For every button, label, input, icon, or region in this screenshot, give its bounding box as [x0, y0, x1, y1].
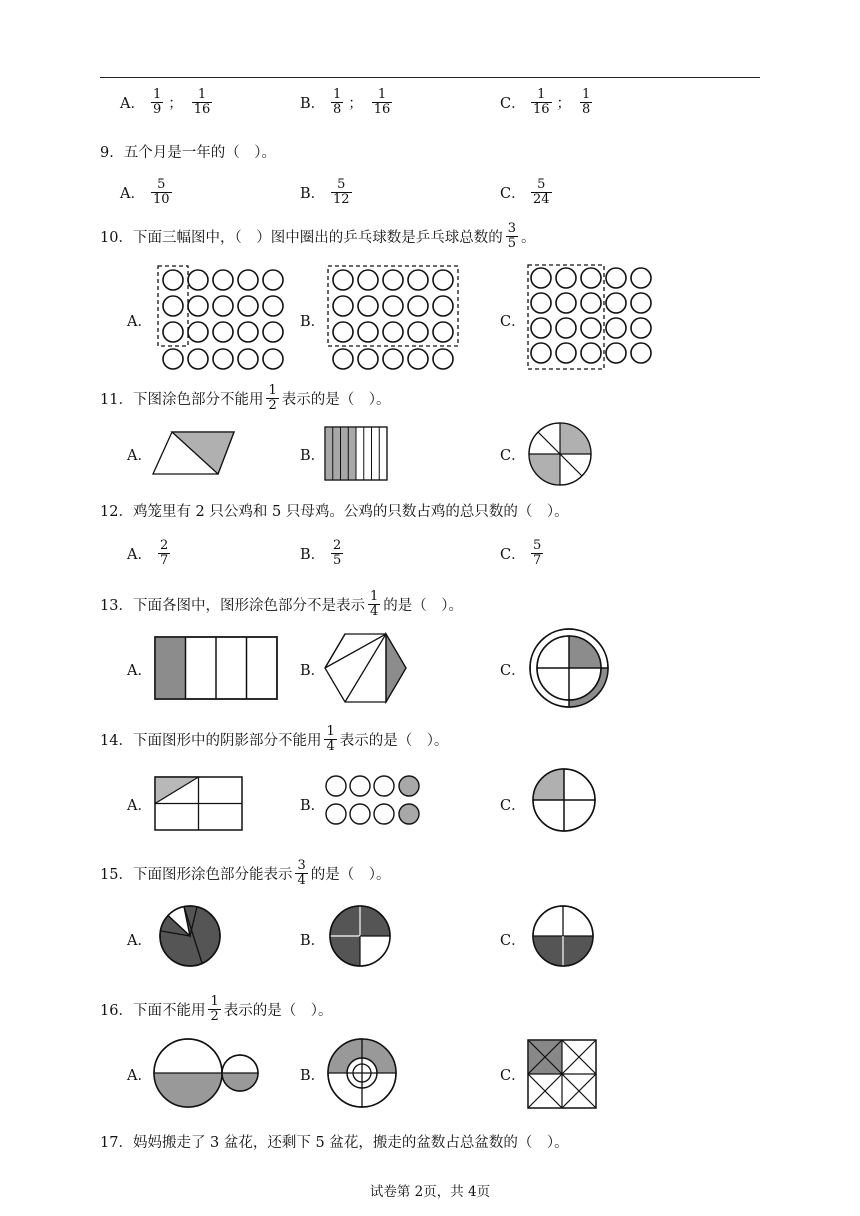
q16-option-c[interactable]: C． — [500, 1068, 526, 1084]
q10-option-c[interactable]: C． — [500, 314, 526, 330]
q13-figure-b-hexagon — [322, 631, 408, 705]
fraction: $\frac{1}{16}$ — [533, 87, 550, 117]
q14-figure-c-circle — [530, 766, 598, 834]
q14-option-b[interactable]: B． — [300, 798, 326, 814]
q8-option-b[interactable]: B． $\frac{1}{8}$ ； $\frac{1}{16}$ — [300, 87, 391, 117]
q10-figure-a — [150, 262, 290, 374]
q16-figure-a-circles — [152, 1036, 262, 1110]
q15-option-b[interactable]: B． — [300, 933, 326, 949]
q10-figure-b — [325, 262, 465, 374]
fraction: $\frac{1}{9}$ — [153, 87, 162, 117]
question-17: 17．妈妈搬走了 3 盆花，还剩下 5 盆花，搬走的盆数占总盆数的（ ）。 — [100, 1135, 569, 1151]
q9-option-c[interactable]: C． $\frac{5}{24}$ — [500, 177, 550, 207]
question-16: 16．下面不能用 $\frac{1}{2}$ 表示的是（ ）。 — [100, 994, 333, 1024]
q15-figure-b-circle — [327, 903, 393, 969]
q15-figure-a-circle — [157, 903, 223, 969]
q11-figure-a-parallelogram — [150, 428, 240, 478]
q16-figure-c-square — [526, 1038, 598, 1110]
q15-option-a[interactable]: A． — [127, 933, 152, 949]
q14-option-c[interactable]: C． — [500, 798, 526, 814]
q10-figure-c — [525, 262, 655, 374]
fraction: $\frac{1}{8}$ — [582, 87, 591, 117]
question-13: 13．下面各图中，图形涂色部分不是表示 $\frac{1}{4}$ 的是（ ）。 — [100, 589, 463, 619]
question-14: 14．下面图形中的阴影部分不能用 $\frac{1}{4}$ 表示的是（ ）。 — [100, 724, 449, 754]
q14-figure-b-circles — [323, 771, 427, 831]
q15-figure-c-circle — [530, 903, 596, 969]
question-10: 10．下面三幅图中，（ ）图中圈出的乒乓球数是乒乓球总数的 $\frac{3}{5}$ 。 — [100, 221, 536, 251]
q13-figure-a-rectangle — [153, 635, 279, 701]
question-9: 9．五个月是一年的（ ）。 — [100, 145, 276, 161]
question-12: 12．鸡笼里有 2 只公鸡和 5 只母鸡。公鸡的只数占鸡的总只数的（ ）。 — [100, 504, 569, 520]
q13-option-a[interactable]: A． — [127, 663, 152, 679]
q10-option-a[interactable]: A． — [127, 314, 152, 330]
q16-figure-b-ring — [325, 1036, 399, 1110]
q11-option-a[interactable]: A． — [127, 448, 152, 464]
q9-option-a[interactable]: A． $\frac{5}{10}$ — [120, 177, 170, 207]
q11-figure-b-strips — [323, 425, 389, 483]
q10-option-b[interactable]: B． — [300, 314, 326, 330]
q16-option-a[interactable]: A． — [127, 1068, 152, 1084]
q11-option-b[interactable]: B． — [300, 448, 326, 464]
q11-figure-c-circle — [525, 420, 595, 488]
q14-figure-a-rectangle — [153, 775, 245, 833]
q8-option-c[interactable]: C． $\frac{1}{16}$ ； $\frac{1}{8}$ — [500, 87, 591, 117]
page-footer: 试卷第 2页，共 4页 — [369, 1184, 491, 1200]
q13-option-b[interactable]: B． — [300, 663, 326, 679]
header-rule — [100, 77, 760, 78]
q16-option-b[interactable]: B． — [300, 1068, 326, 1084]
q9-option-b[interactable]: B． $\frac{5}{12}$ — [300, 177, 350, 207]
question-11: 11．下图涂色部分不能用 $\frac{1}{2}$ 表示的是（ ）。 — [100, 383, 391, 413]
fraction: $\frac{1}{8}$ — [333, 87, 342, 117]
q13-option-c[interactable]: C． — [500, 663, 526, 679]
fraction: $\frac{1}{16}$ — [193, 87, 211, 117]
q14-option-a[interactable]: A． — [127, 798, 152, 814]
q12-option-c[interactable]: C． $\frac{5}{7}$ — [500, 538, 542, 568]
fraction: $\frac{1}{16}$ — [373, 87, 391, 117]
q12-option-a[interactable]: A． $\frac{2}{7}$ — [127, 538, 169, 568]
q12-option-b[interactable]: B． $\frac{2}{5}$ — [300, 538, 342, 568]
question-15: 15．下面图形涂色部分能表示 $\frac{3}{4}$ 的是（ ）。 — [100, 858, 391, 888]
q15-option-c[interactable]: C． — [500, 933, 526, 949]
q8-option-a[interactable]: A． $\frac{1}{9}$ ； $\frac{1}{16}$ — [120, 87, 211, 117]
q11-option-c[interactable]: C． — [500, 448, 526, 464]
q13-figure-c-ring — [527, 626, 613, 710]
